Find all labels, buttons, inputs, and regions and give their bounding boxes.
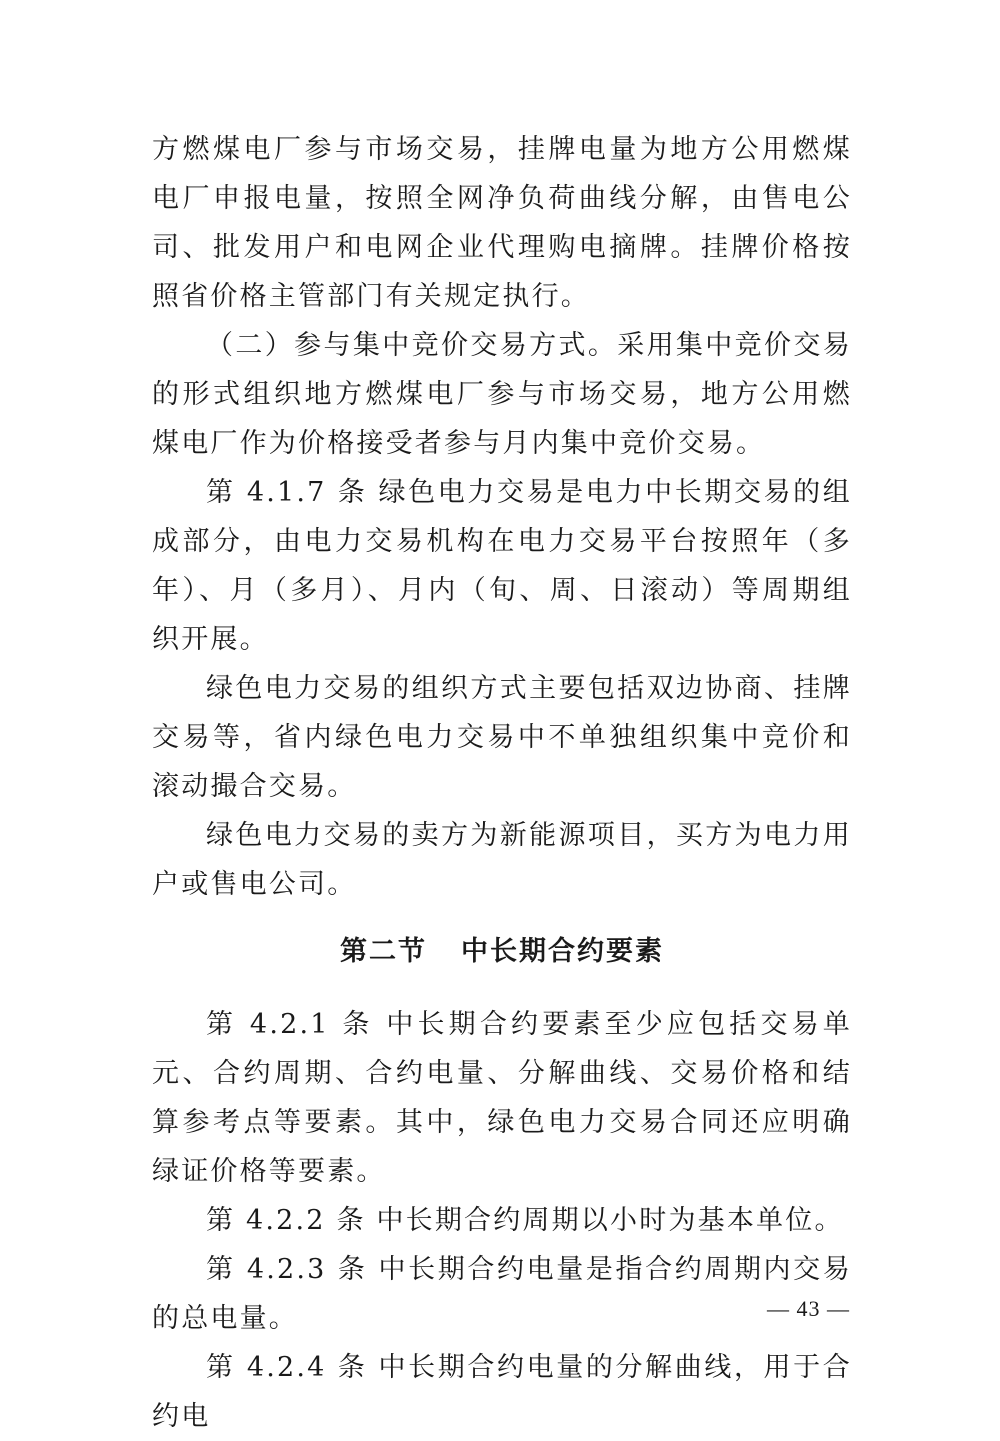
paragraph-green-organization: 绿色电力交易的组织方式主要包括双边协商、挂牌交易等，省内绿色电力交易中不单独组织集中竞价和滚动撮合交易。 [152,673,852,802]
paragraph-article-4-2-4: 第 4.2.4 条 中长期合约电量的分解曲线，用于合约电 [152,1352,852,1432]
paragraph-article-4-2-1: 第 4.2.1 条 中长期合约要素至少应包括交易单元、合约周期、合约电量、分解曲线、交易价格和结算参考点等要素。其中，绿色电力交易合同还应明确绿证价格等要素。 [152,1009,852,1187]
paragraph-article-4-2-2: 第 4.2.2 条 中长期合约周期以小时为基本单位。 [206,1205,844,1236]
section-heading [152,927,852,976]
paragraph-continued: 方燃煤电厂参与市场交易，挂牌电量为地方公用燃煤电厂申报电量，按照全网净负荷曲线分解，由售电公司、批发用户和电网企业代理购电摘牌。挂牌价格按照省价格主管部门有关规定执行。 [152,134,852,312]
page-number: — 43 — [767,1296,850,1321]
body-text [152,125,852,1441]
paragraph-green-parties: 绿色电力交易的卖方为新能源项目，买方为电力用户或售电公司。 [152,820,852,900]
section-number: 第二节 [340,936,427,967]
section-title: 中长期合约要素 [461,936,664,967]
paragraph-article-4-1-7: 第 4.1.7 条 绿色电力交易是电力中长期交易的组成部分，由电力交易机构在电力交易平台按照年（多年）、月（多月）、月内（旬、周、日滚动）等周期组织开展。 [152,477,852,655]
paragraph-article-4-2-3: 第 4.2.3 条 中长期合约电量是指合约周期内交易的总电量。 [152,1254,852,1334]
paragraph-centralized-bidding: （二）参与集中竞价交易方式。采用集中竞价交易的形式组织地方燃煤电厂参与市场交易，地方公用燃煤电厂作为价格接受者参与月内集中竞价交易。 [152,330,852,459]
